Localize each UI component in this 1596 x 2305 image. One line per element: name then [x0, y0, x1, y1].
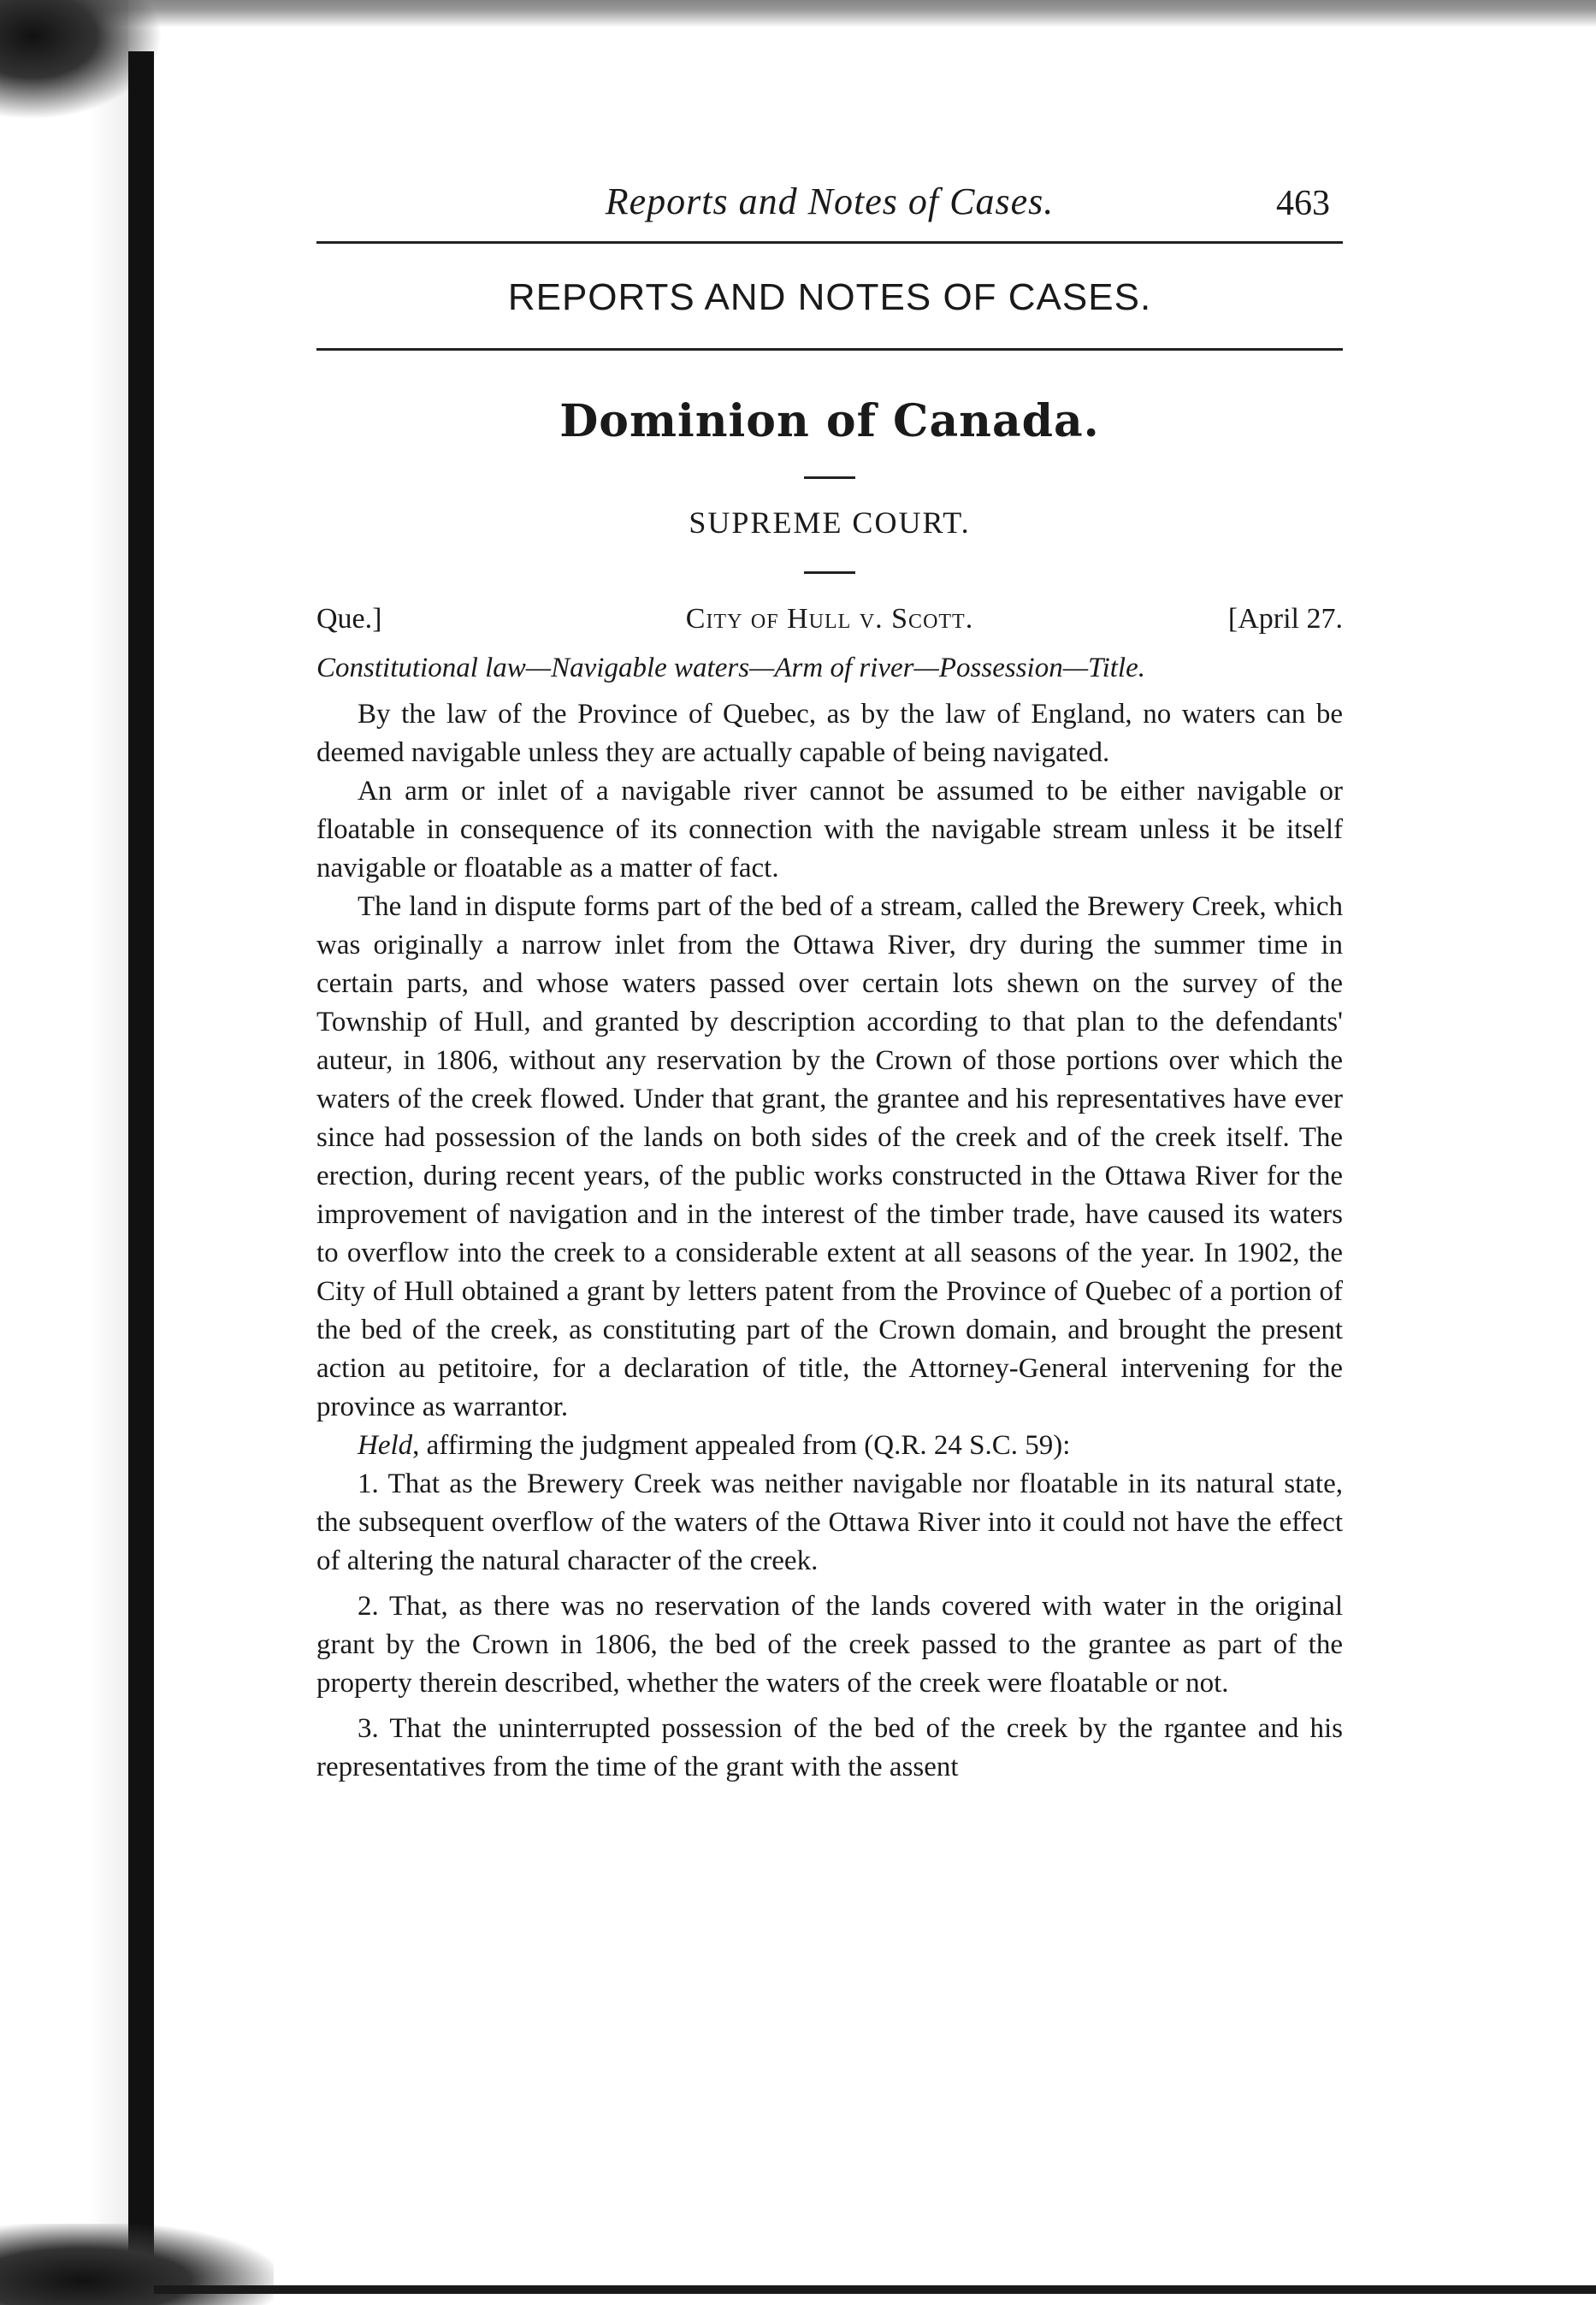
short-divider [804, 476, 855, 479]
short-divider [804, 571, 855, 574]
court-heading: SUPREME COURT. [689, 505, 971, 540]
scan-top-smudge [0, 0, 1596, 27]
page-number: 463 [1276, 184, 1330, 223]
held-item: 3. That the uninterrupted possession of the bed of the creek by the rgantee and his representatives from the time of the grant with the assent [316, 1713, 1343, 1782]
document-page [316, 171, 1343, 1794]
body-paragraph: The land in dispute forms part of the bed of a stream, called the Brewery Creek, which was originally a narrow inlet from the Ottawa River, dry during the summer time in certain parts, and whose waters passed over certain lots shewn on the survey of the Township of Hull, and granted by description according to that plan to the defendants' auteur, in 1806, without any reservation by the Crown of those portions over which the waters of the creek flowed. Under that grant, the grantee and his representatives have ever since had possession of the lands on both sides of the creek and of the creek itself. The erection, during recent years, of the public works constructed in the Ottawa River for the improvement of navigation and in the interest of the timber trade, have caused its waters to overflow into the creek to a considerable extent at all seasons of the year. In 1902, the City of Hull obtained a grant by letters patent from the Province of Quebec of a portion of the bed of the creek, as constituting part of the Crown domain, and brought the present action au petitoire, for a declaration of title, the Attorney-General intervening for the province as warrantor. [316, 891, 1343, 1422]
case-province: Que.] [316, 603, 382, 635]
body-paragraph: An arm or inlet of a navigable river cannot be assumed to be either navigable or floatable in consequence of its connection with the navigable stream unless it be itself navigable or floatable as a matter of fact. [316, 776, 1343, 884]
held-item: 2. That, as there was no reservation of the lands covered with water in the original grant by the Crown in 1806, the bed of the creek passed to the grantee as part of the property therein described, whether the waters of the creek were floatable or not. [316, 1591, 1343, 1699]
case-date: [April 27. [1227, 603, 1343, 635]
held-intro [316, 1427, 1343, 1465]
header-rule [316, 241, 1343, 244]
scan-bottom-edge [154, 2285, 1596, 2294]
binding-shadow [0, 0, 128, 2305]
running-title: Reports and Notes of Cases. [605, 180, 1055, 222]
case-caption: City of Hull v. Scott. [685, 603, 974, 635]
section-rule [316, 348, 1343, 351]
section-title: REPORTS AND NOTES OF CASES. [507, 276, 1152, 318]
body-paragraph: By the law of the Province of Quebec, as by the law of England, no waters can be deemed navigable unless they are actually capable of being navigated. [316, 699, 1343, 768]
held-intro-text: , affirming the judgment appealed from (Q.R. 24 S.C. 59): [412, 1430, 1071, 1461]
running-head [316, 171, 1343, 231]
page-binding-edge [128, 51, 154, 2292]
case-caption-line [316, 603, 1343, 646]
held-item: 1. That as the Brewery Creek was neither navigable nor floatable in its natural state, the subsequent overflow of the waters of the Ottawa River into it could not have the effect of altering the natural character of the creek. [316, 1469, 1343, 1576]
jurisdiction-heading: Dominion of Canada. [559, 395, 1100, 447]
held-label: Held [358, 1430, 413, 1461]
case-headnote: Constitutional law—Navigable waters—Arm of river—Possession—Title. [316, 653, 1145, 683]
